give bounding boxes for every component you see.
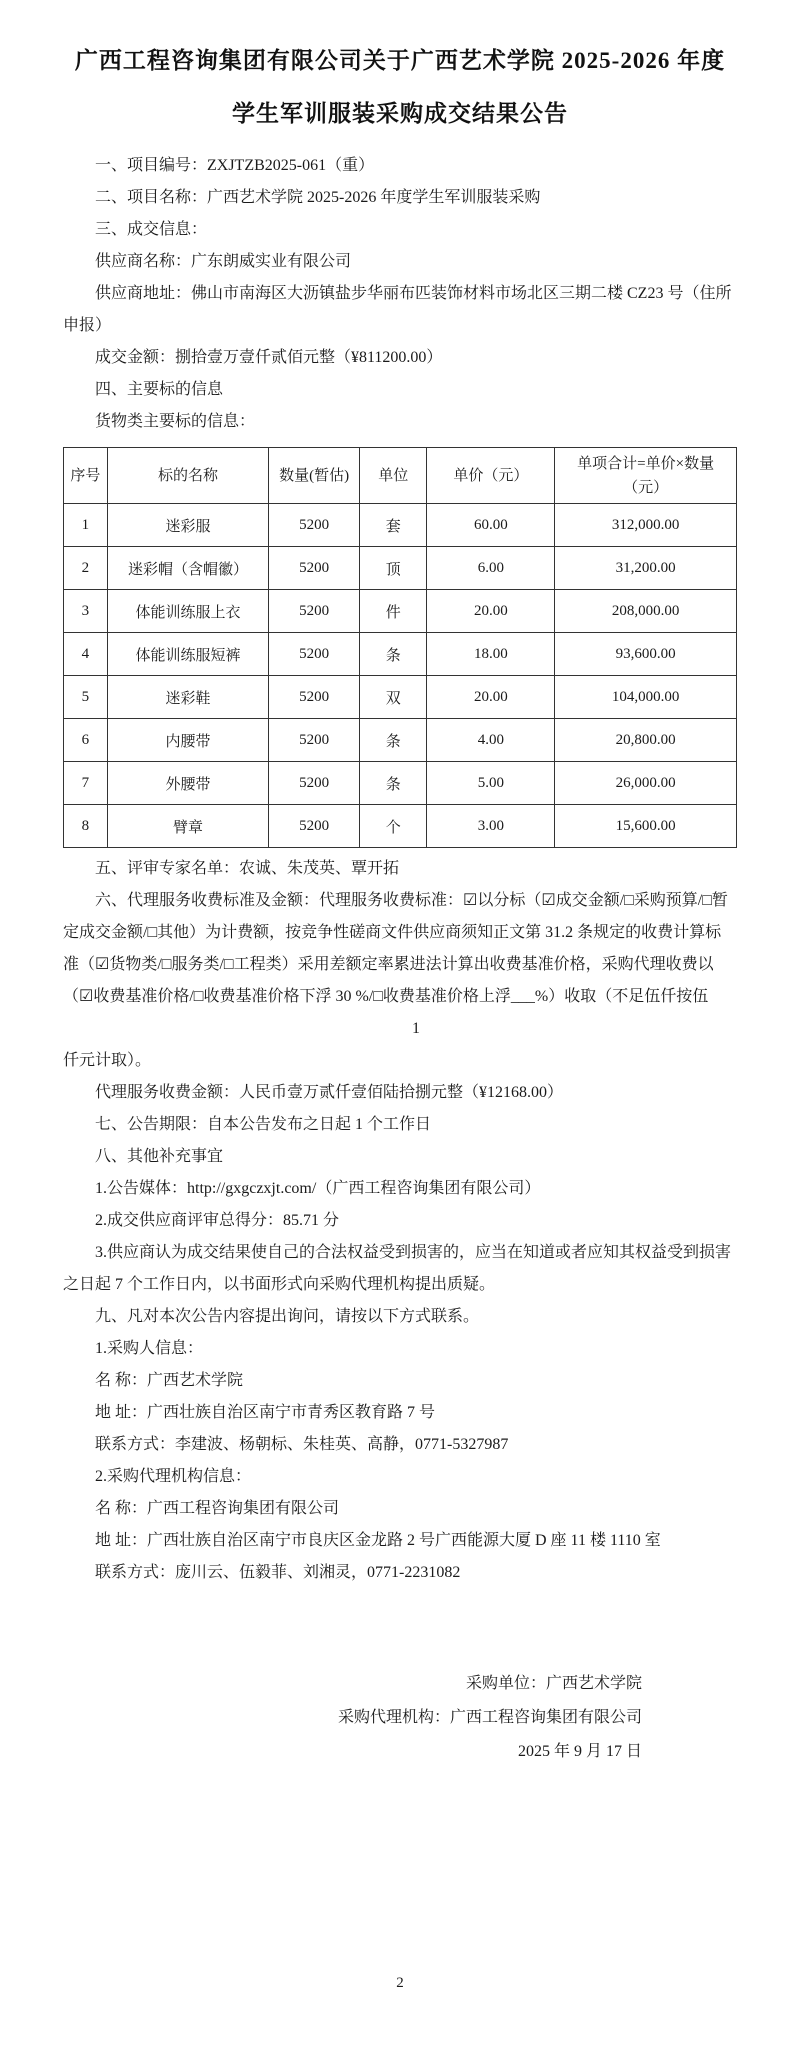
para-announcement-period: 七、公告期限：自本公告发布之日起 1 个工作日 [95,1116,432,1133]
table-header-quantity: 数量(暂估) [269,448,360,504]
signature-agency: 采购代理机构：广西工程咨询集团有限公司 [337,1709,642,1726]
table-cell: 4.00 [427,719,555,762]
table-cell: 18.00 [427,633,555,676]
table-cell: 15,600.00 [555,805,737,848]
para-project-number: 一、项目编号：ZXJTZB2025-061（重） [95,157,375,174]
table-cell: 2 [64,547,108,590]
table-cell: 5 [64,676,108,719]
para-deal-amount: 成交金额：捌拾壹万壹仟贰佰元整（¥811200.00） [95,349,443,366]
document-title-line2: 学生军训服装采购成交结果公告 [232,101,568,126]
table-row [64,633,737,676]
table-cell: 迷彩帽（含帽徽） [107,547,269,590]
table-cell: 件 [360,590,427,633]
table-row [64,719,737,762]
para-purchaser-address: 地 址：广西壮族自治区南宁市青秀区教育路 7 号 [95,1404,436,1421]
page-number-1: 1 [412,1020,420,1037]
para-other-matters-heading: 八、其他补充事宜 [95,1148,224,1165]
document-title [63,34,737,140]
table-header-subtotal: 单项合计=单价×数量（元） [555,448,737,504]
para-purchaser-contact: 联系方式：李建波、杨朝标、朱桂英、高静，0771-5327987 [95,1436,509,1453]
table-row [64,762,737,805]
table-cell: 104,000.00 [555,676,737,719]
goods-table-head [64,448,737,504]
para-media: 1.公告媒体：http://gxgczxjt.com/（广西工程咨询集团有限公司） [95,1180,541,1197]
table-cell: 31,200.00 [555,547,737,590]
para-main-subjects-heading: 四、主要标的信息 [95,381,224,398]
table-cell: 3 [64,590,108,633]
para-agency-fee-standard-cont: 仟元计取）。 [63,1052,152,1069]
table-header-index: 序号 [64,448,108,504]
signature-block [63,1667,737,1769]
table-header-unit-price: 单价（元） [427,448,555,504]
table-row [64,676,737,719]
para-purchaser-heading: 1.采购人信息： [95,1340,204,1357]
goods-table-body [64,504,737,848]
table-cell: 5200 [269,805,360,848]
para-agency-heading: 2.采购代理机构信息： [95,1468,252,1485]
table-cell: 顶 [360,547,427,590]
table-cell: 5200 [269,676,360,719]
para-agency-fee-standard: 六、代理服务收费标准及金额：代理服务收费标准：☑以分标（☑成交金额/□采购预算/□暂定成交金额/□其他）为计费额，按竞争性磋商文件供应商须知正文第 31.2 条规定的收费计算标准（☑货物类/□服务类/□工程类）采用差额定率累进法计算出收费基准价格，采购代理收费以（☑收费基准价格/□收费基准价格下浮 30 %/□收费基准价格上浮___%）收取（不足伍仟按伍 [63,892,728,1005]
para-supplier-name: 供应商名称：广东朗威实业有限公司 [95,253,352,270]
table-cell: 条 [360,719,427,762]
para-deal-info-heading: 三、成交信息： [95,221,208,238]
table-row [64,547,737,590]
para-project-name: 二、项目名称：广西艺术学院 2025-2026 年度学生军训服装采购 [95,189,541,206]
para-agency-address: 地 址：广西壮族自治区南宁市良庆区金龙路 2 号广西能源大厦 D 座 11 楼 1110 室 [95,1532,661,1549]
table-cell: 5200 [269,762,360,805]
table-cell: 20,800.00 [555,719,737,762]
para-agency-contact: 联系方式：庞川云、伍毅菲、刘湘灵，0771-2231082 [95,1564,461,1581]
table-cell: 1 [64,504,108,547]
table-cell: 外腰带 [107,762,269,805]
table-cell: 20.00 [427,590,555,633]
table-cell: 5200 [269,547,360,590]
table-cell: 5200 [269,633,360,676]
table-cell: 个 [360,805,427,848]
table-cell: 体能训练服短裤 [107,633,269,676]
table-cell: 6 [64,719,108,762]
table-cell: 6.00 [427,547,555,590]
para-agency-name: 名 称：广西工程咨询集团有限公司 [95,1500,340,1517]
table-cell: 5.00 [427,762,555,805]
table-cell: 体能训练服上衣 [107,590,269,633]
goods-table [63,447,737,848]
document-title-line1: 广西工程咨询集团有限公司关于广西艺术学院 2025-2026 年度 [74,48,726,73]
table-cell: 条 [360,762,427,805]
table-cell: 7 [64,762,108,805]
table-cell: 26,000.00 [555,762,737,805]
para-purchaser-name: 名 称：广西艺术学院 [95,1372,244,1389]
table-cell: 5200 [269,504,360,547]
table-cell: 20.00 [427,676,555,719]
table-cell: 内腰带 [107,719,269,762]
table-cell: 套 [360,504,427,547]
table-cell: 4 [64,633,108,676]
para-supplier-address: 供应商地址：佛山市南海区大沥镇盐步华丽布匹装饰材料市场北区三期二楼 CZ23 号（住所申报） [63,285,732,334]
signature-date: 2025 年 9 月 17 日 [517,1743,642,1760]
table-cell: 迷彩服 [107,504,269,547]
table-cell: 3.00 [427,805,555,848]
table-cell: 208,000.00 [555,590,737,633]
signature-purchaser: 采购单位：广西艺术学院 [465,1675,642,1692]
table-cell: 双 [360,676,427,719]
para-experts: 五、评审专家名单：农诚、朱茂英、覃开拓 [95,860,400,877]
table-cell: 5200 [269,590,360,633]
table-cell: 迷彩鞋 [107,676,269,719]
table-header-unit: 单位 [360,448,427,504]
para-agency-fee-amount: 代理服务收费金额：人民币壹万贰仟壹佰陆拾捌元整（¥12168.00） [95,1084,564,1101]
table-cell: 93,600.00 [555,633,737,676]
table-cell: 臂章 [107,805,269,848]
para-score: 2.成交供应商评审总得分：85.71 分 [95,1212,340,1229]
table-cell: 条 [360,633,427,676]
para-inquiry-heading: 九、凡对本次公告内容提出询问，请按以下方式联系。 [95,1308,480,1325]
table-header-row [64,448,737,504]
para-goods-info-label: 货物类主要标的信息： [95,413,256,430]
page-number-2: 2 [396,1975,404,1991]
table-header-name: 标的名称 [107,448,269,504]
table-cell: 312,000.00 [555,504,737,547]
table-cell: 60.00 [427,504,555,547]
table-cell: 8 [64,805,108,848]
para-dispute: 3.供应商认为成交结果使自己的合法权益受到损害的，应当在知道或者应知其权益受到损害之日起 7 个工作日内，以书面形式向采购代理机构提出质疑。 [63,1244,732,1293]
table-cell: 5200 [269,719,360,762]
table-row [64,805,737,848]
table-row [64,590,737,633]
table-row [64,504,737,547]
